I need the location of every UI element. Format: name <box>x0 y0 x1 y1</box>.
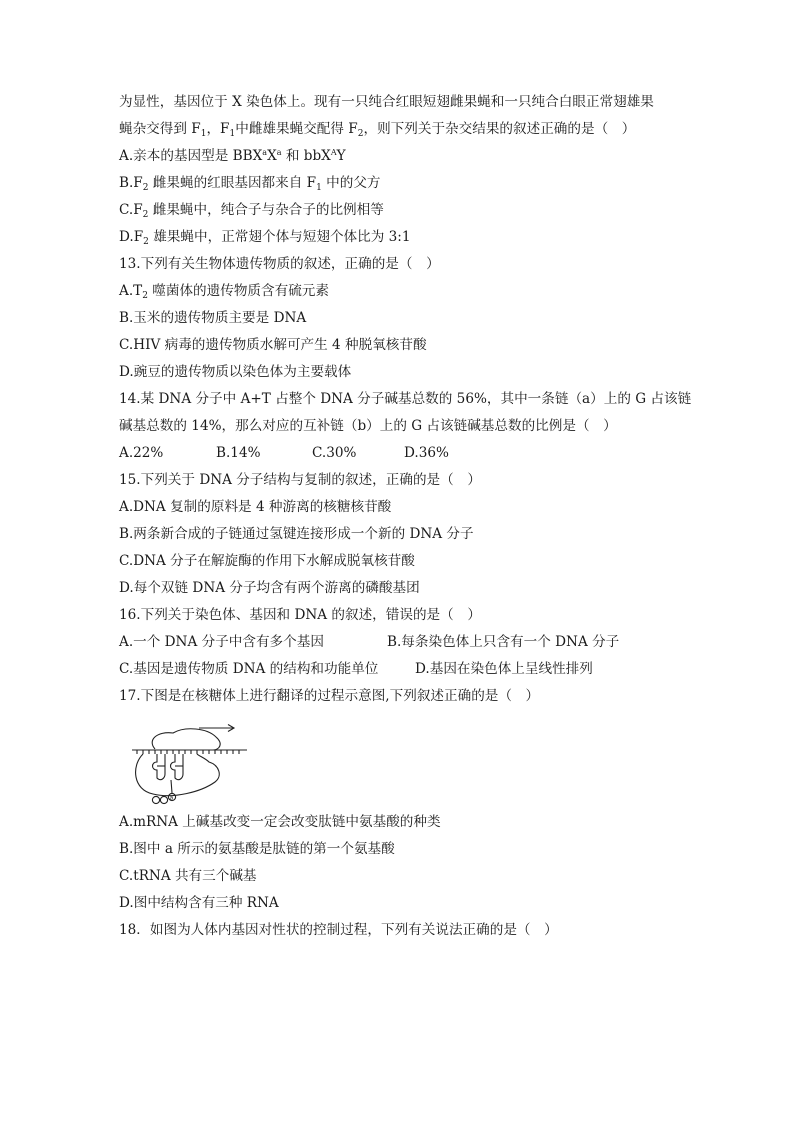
q14-stem-line2: 碱基总数的 14%，那么对应的互补链（b）上的 G 占该链碱基总数的比例是（ ） <box>119 418 617 434</box>
q15-option-b: B.两条新合成的子链通过氢键连接形成一个新的 DNA 分子 <box>119 526 474 542</box>
q17-option-a: A.mRNA 上碱基改变一定会改变肽链中氨基酸的种类 <box>119 814 441 830</box>
q15-option-a: A.DNA 复制的原料是 4 种游离的核糖核苷酸 <box>119 499 392 515</box>
q13-option-a: $A.T_2$ 噬菌体的遗传物质含有硫元素 <box>119 283 329 301</box>
q12-option-b: $B.F_2$ 雌果蝇的红眼基因都来自 $F_1$ 中的父方 <box>119 175 381 193</box>
trna-left <box>153 754 166 780</box>
q15-option-d: D.每个双链 DNA 分子均含有两个游离的磷酸基团 <box>119 580 420 596</box>
q16-stem: 16.下列关于染色体、基因和 DNA 的叙述，错误的是（ ） <box>119 607 481 623</box>
label-a: a <box>169 794 174 802</box>
ribosome-translation-diagram <box>127 720 252 806</box>
q13-option-d: D.豌豆的遗传物质以染色体为主要载体 <box>119 364 352 380</box>
q18-stem: 18．如图为人体内基因对性状的控制过程，下列有关说法正确的是（ ） <box>119 922 558 938</box>
q14-option-b: B.14% <box>216 445 261 461</box>
q14-stem-line1: 14.某 DNA 分子中 A+T 占整个 DNA 分子碱基总数的 56%，其中一条链（a）上的 G 占该链 <box>119 391 692 407</box>
q17-option-b: B.图中 a 所示的氨基酸是肽链的第一个氨基酸 <box>119 841 395 857</box>
ribosome-large-subunit <box>152 729 220 750</box>
q15-option-c: C.DNA 分子在解旋酶的作用下水解成脱氧核苷酸 <box>119 553 415 569</box>
q14-option-a: A.22% <box>119 445 164 461</box>
amino-acid <box>160 796 167 803</box>
q16-option-a: A.一个 DNA 分子中含有多个基因 <box>119 634 324 650</box>
q16-option-d: D.基因在染色体上呈线性排列 <box>415 661 593 677</box>
q12-option-d: $D.F_2$ 雄果蝇中，正常翅个体与短翅个体比为 3:1 <box>119 229 411 247</box>
q12-option-c: $C.F_2$ 雌果蝇中，纯合子与杂合子的比例相等 <box>119 202 384 220</box>
q13-option-c: C.HIV 病毒的遗传物质水解可产生 4 种脱氧核苷酸 <box>119 337 427 353</box>
mrna-ticks <box>137 750 239 754</box>
q14-option-c: C.30% <box>312 445 357 461</box>
q16-option-c: C.基因是遗传物质 DNA 的结构和功能单位 <box>119 661 379 677</box>
ribosome-small-subunit <box>136 754 220 796</box>
q13-option-b: B.玉米的遗传物质主要是 DNA <box>119 310 307 326</box>
q15-stem: 15.下列关于 DNA 分子结构与复制的叙述，正确的是（ ） <box>119 472 481 488</box>
q16-options-row2 <box>119 660 679 678</box>
amino-acid <box>152 796 159 803</box>
q13-stem: 13.下列有关生物体遗传物质的叙述，正确的是（ ） <box>119 256 440 272</box>
q17-option-d: D.图中结构含有三种 RNA <box>119 895 279 911</box>
q17-stem: 17.下图是在核糖体上进行翻译的过程示意图,下列叙述正确的是（ ） <box>119 688 540 704</box>
q16-options-row1 <box>119 633 679 651</box>
q14-option-d: D.36% <box>404 445 449 461</box>
q17-option-c: C.tRNA 共有三个碱基 <box>119 868 257 884</box>
q12-option-a: A.亲本的基因型是 $BBX^aX^a$ 和 bbX$^A$Y <box>119 148 346 164</box>
q12-stem-line2: 蝇杂交得到 $F_1$，$F_1$中雌雄果蝇交配得 $F_2$，则下列关于杂交结果的叙述正确的是（ ） <box>119 121 636 139</box>
q12-stem-line1: 为显性，基因位于 X 染色体上。现有一只纯合红眼短翅雌果蝇和一只纯合白眼正常翅雄果 <box>119 94 654 110</box>
trna-right <box>171 754 184 780</box>
q16-option-b: B.每条染色体上只含有一个 DNA 分子 <box>387 634 620 650</box>
q14-options <box>119 444 519 462</box>
